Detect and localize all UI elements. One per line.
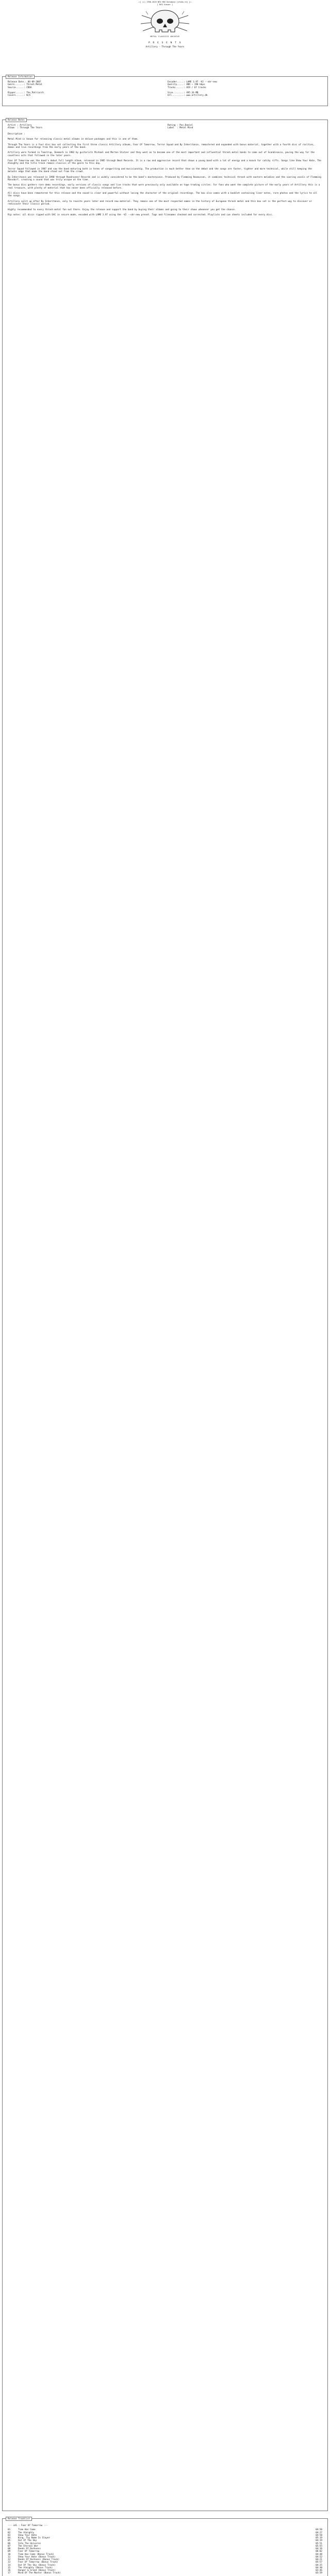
banner-line-1: -=[ (c) 1996-2025 NFO MOS Database [nfo4b.re] ]=- [137,1,193,3]
description-paragraph: Artillery split up after By Inheritance, only to reunite years later and record new material. They remain one of the most respected names in the history of European thrash metal and this box set is the perfect way to discover or rediscover their classic period. [8,200,312,206]
track-title: Time Has Come (Bonus Track) [18,2553,54,2556]
track-title: Show Your Hate [18,2534,37,2537]
description-paragraph: Metal Mind is known for releasing classic metal albums in deluxe packages and this is one of them. [8,138,139,141]
track-title: Show Your Hate (Bonus Track) [18,2555,56,2558]
track-title: Fear Of Tomorrow (Bonus Track) [18,2561,58,2564]
track-time: 04:58 [316,2534,322,2537]
track-number: 16 [8,2569,11,2572]
release-tracklist-title: Release Tracklist [6,2517,32,2521]
track-number: 14 [8,2564,11,2567]
release-information-box [2,76,328,106]
info-source: Source......: CDDA [8,86,32,89]
track-time: 04:19 [316,2539,322,2543]
track-time: 04:50 [316,2529,322,2532]
track-number: 13 [8,2561,11,2564]
track-time: 03:46 [316,2569,322,2572]
info-size: Size........: 495.16 MB [168,91,199,94]
description-text [8,138,322,216]
description-paragraph: Artillery were formed in Taastrup, Denmark in 1982 by guitarists Michael and Morten Stutzer and they went on to become one of the most important and influential thrash metal bands to come out of Scandinavia, paving the way for the countless acts that followed in the later years. [8,151,315,157]
track-title: The Eternal War [18,2545,38,2548]
release-notes-title: Release Notes [6,118,27,122]
track-title: Out Of The Sky [18,2539,37,2543]
track-number: 10 [8,2553,11,2556]
group-logo [129,8,201,38]
track-title: Hunger & Greed (Bonus Track) [18,2569,56,2572]
track-number: 07 [8,2545,11,2548]
info-genre: Genre.......: Thrash Metal [8,83,43,87]
logo-caption: METAL CLASSICS ARCHIVE [150,35,180,38]
track-time: 03:59 [316,2572,322,2575]
track-time: 04:21 [316,2558,322,2561]
description-heading: Description : [8,132,25,135]
description-paragraph: Terror Squad followed in 1987 and saw the band maturing both in terms of songwriting and musicianship. The production is much better than on the debut and the songs are faster, tighter and more technical, while still keeping the melodic edge that made the band stand out from the crowd. [8,167,312,173]
description-paragraph: The bonus disc gathers rare demo recordings, early versions of classic songs and live tracks that were previously only available on tape trading circles. For fans who want the complete picture of the early years of Artillery this is a real treasure, with plenty of material that has never been officially released before. [8,184,320,190]
top-banner [0,0,330,6]
release-information-title: Release Information [6,75,35,79]
track-time: 05:55 [316,2545,322,2548]
track-time: 06:02 [316,2550,322,2553]
track-title: Fear Of Tomorrow [18,2550,40,2553]
notes-label: Label : Metal Mind [168,127,193,130]
disc-heading: --- cd1 : Fear Of Tomorrow --- [8,2524,48,2527]
track-title: Deeds Of Darkness (Bonus Track) [18,2558,60,2561]
release-title: Artillery - Through The Years [145,46,185,49]
track-number: 06 [8,2542,11,2545]
track-time: 04:52 [316,2555,322,2558]
track-title: Time Has Come [18,2529,36,2532]
track-title: Mind Of The Master (Bonus Track) [18,2572,61,2575]
track-time: 04:16 [316,2548,322,2550]
info-encoder: Encoder.....: LAME 3.97 -V2 --vbr-new [168,81,217,83]
skull-logo-icon [137,8,193,35]
track-time: 04:48 [316,2553,322,2556]
description-paragraph: Rip notes: all discs ripped with EAC in secure mode, encoded with LAME 3.97 using the -V2 --vbr-new preset. Tags and filenames checked and corrected. Playlists and cue sheets included for every disc. [8,214,273,216]
track-number: 02 [8,2531,11,2534]
track-number: 08 [8,2548,11,2550]
track-number: 09 [8,2550,11,2553]
release-tracklist-box [2,2518,328,2576]
presents-heading: P R E S E N T S [148,42,182,44]
track-time: 05:51 [316,2542,322,2545]
info-quality: Quality.....: VBR ~ 190 kbps [168,83,205,87]
track-title: King, Thy Name Is Slayer [18,2537,51,2539]
info-covers: Covers......: N/A [8,94,30,97]
track-row [8,2572,322,2574]
track-time: 04:25 [316,2564,322,2567]
tracklist-discs [8,2524,322,2576]
track-title: The Almighty [18,2531,35,2534]
track-title: Deeds Of Darkness [18,2548,41,2550]
track-time: 05:19 [316,2537,322,2539]
track-time: 04:30 [316,2566,322,2569]
track-title: Out Of The Sky (Bonus Track) [18,2564,56,2567]
track-time: 05:57 [316,2561,322,2564]
release-notes-box [2,120,328,2511]
track-number: 15 [8,2566,11,2569]
description-paragraph: Highly recommended to every thrash metal fan out there. Enjoy the release and support the band by buying their albums and going to their shows whenever you get the chance. [8,208,236,211]
track-number: 11 [8,2555,11,2558]
description-paragraph: By Inheritance was released in 1990 through Roadrunner Records and is widely considered to be the band's masterpiece. Produced by Flemming Rasmussen, it combines technical thrash with eastern melodies and the soaring vocals of Flemming Ronsdorf, creating a sound that was truly unique at the time. [8,176,321,181]
notes-album: Album : Through The Years [8,127,43,130]
info-ripper: Ripper......: The_Patriarch [8,91,44,94]
track-title: The Almighty (Bonus Track) [18,2566,53,2569]
info-release-date: Release Date.: 06-09-2007 [8,81,41,83]
info-url: Url.........: www.artillery.dk [168,94,208,97]
info-tracks: Tracks......: 4CD / 67 tracks [168,86,207,89]
track-number: 05 [8,2539,11,2543]
track-number: 01 [8,2529,11,2532]
description-paragraph: All discs have been remastered for this release and the sound is clear and powerful without losing the character of the original recordings. The box also comes with a booklet containing liner notes, rare photos and the lyrics to all the songs. [8,192,318,198]
track-time: 04:27 [316,2531,322,2534]
info-right-column [168,81,322,97]
description-paragraph: Through The Years is a four disc box set collecting the first three classic Artillery albums, Fear Of Tomorrow, Terror Squad and By Inheritance, remastered and expanded with bonus material, together with a fourth disc of rarities, demos and live recordings from the early years of the band. [8,143,315,149]
track-number: 03 [8,2534,11,2537]
info-left-column [8,81,162,97]
description-paragraph: Fear Of Tomorrow was the band's debut full length album, released in 1985 through Neat Records. It is a raw and aggressive record that shows a young band with a lot of energy and a knack for catchy riffs. Songs like Show Your Hate, The Almighty and the title track remain classics of the genre to this day. [8,160,321,165]
track-number: 04 [8,2537,11,2539]
track-number: 12 [8,2558,11,2561]
banner-line-2: [ NFO Viewer ] [157,3,173,6]
track-number: 17 [8,2572,11,2575]
track-title: Into The Universe [18,2542,41,2545]
notes-rating: Rating : Pos.Daniel [168,124,193,127]
notes-artist: Artist : Artillery [8,124,32,127]
